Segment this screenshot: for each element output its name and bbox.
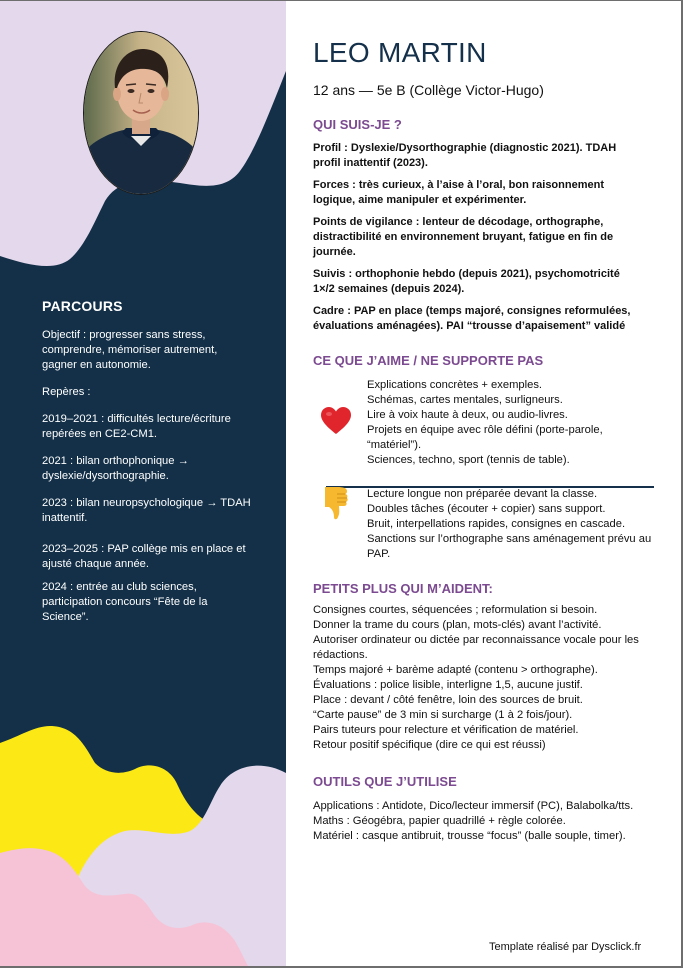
section-title-plus: PETITS PLUS QUI M’AIDENT:	[313, 581, 493, 596]
plus-item: Évaluations : police lisible, interligne 1,5, aucune justif.	[313, 679, 583, 691]
section-title-aime: CE QUE J’AIME / NE SUPPORTE PAS	[313, 353, 544, 368]
plus-item: Donner la trame du cours (plan, mots-clés) avant l’activité.	[313, 619, 602, 631]
like-item: Explications concrètes + exemples.	[367, 379, 543, 391]
plus-item: Pairs tuteurs pour relecture et vérification de matériel.	[313, 724, 579, 736]
outils-item: Maths : Géogébra, papier quadrillé + règle colorée.	[313, 815, 566, 827]
qui-item: Profil : Dyslexie/Dysorthographie (diagnostic 2021). TDAH profil inattentif (2023).	[313, 142, 617, 169]
dislike-item: Doubles tâches (écouter + copier) sans support.	[367, 503, 606, 515]
dislikes-list	[367, 487, 652, 562]
parcours-title: PARCOURS	[42, 298, 123, 314]
like-item: Schémas, cartes mentales, surligneurs.	[367, 394, 563, 406]
portrait-photo	[83, 31, 199, 195]
plus-item: Consignes courtes, séquencées ; reformulation si besoin.	[313, 604, 598, 616]
qui-section-body	[313, 141, 643, 341]
student-subtitle: 12 ans — 5e B (Collège Victor-Hugo)	[313, 82, 544, 98]
likes-list	[367, 378, 647, 468]
plus-item: Temps majoré + barème adapté (contenu > orthographe).	[313, 664, 598, 676]
outils-item: Matériel : casque antibruit, trousse “focus” (balle souple, timer).	[313, 830, 626, 842]
plus-list	[313, 603, 653, 753]
section-title-outils: OUTILS QUE J’UTILISE	[313, 774, 457, 789]
thumbs-down-icon	[323, 485, 349, 521]
dislike-item: Sanctions sur l’orthographe sans aménagement prévu au PAP.	[367, 533, 652, 560]
qui-item: Forces : très curieux, à l’aise à l’oral, bon raisonnement logique, aime manipuler et expérimenter.	[313, 179, 604, 206]
section-title-qui: QUI SUIS-JE ?	[313, 117, 402, 132]
heart-icon	[321, 407, 351, 435]
like-item: Lire à voix haute à deux, ou audio-livres.	[367, 409, 568, 421]
like-item: Projets en équipe avec rôle défini (porte-parole, “matériel”).	[367, 424, 603, 451]
plus-item: Autoriser ordinateur ou dictée par reconnaissance vocale pour les rédactions.	[313, 634, 639, 661]
repere-item: 2023 : bilan neuropsychologique → TDAH inattentif.	[42, 497, 251, 524]
dislike-item: Bruit, interpellations rapides, consignes en cascade.	[367, 518, 626, 530]
outils-list	[313, 799, 653, 844]
sidebar	[0, 1, 286, 966]
qui-item: Points de vigilance : lenteur de décodage, orthographe, distractibilité en environnement bruyant, fatigue en fin de journée.	[313, 216, 614, 258]
dislike-item: Lecture longue non préparée devant la classe.	[367, 488, 598, 500]
repere-item: 2024 : entrée au club sciences, participation concours “Fête de la Science”.	[42, 581, 208, 623]
plus-item: Place : devant / côté fenêtre, loin des sources de bruit.	[313, 694, 583, 706]
plus-item: “Carte pause” de 3 min si surcharge (1 à 2 fois/jour).	[313, 709, 573, 721]
parcours-section	[42, 299, 254, 635]
student-name: LEO MARTIN	[313, 37, 487, 68]
plus-item: Retour positif spécifique (dire ce qui est réussi)	[313, 739, 546, 751]
parcours-reperes-label: Repères :	[42, 386, 91, 398]
repere-item: 2023–2025 : PAP collège mis en place et ajusté chaque année.	[42, 543, 246, 570]
qui-item: Suivis : orthophonie hebdo (depuis 2021), psychomotricité 1×/2 semaines (depuis 2024).	[313, 268, 620, 295]
footer-credit: Template réalisé par Dysclick.fr	[489, 941, 642, 953]
like-item: Sciences, techno, sport (tennis de table).	[367, 454, 570, 466]
document-page	[0, 1, 681, 966]
repere-item: 2021 : bilan orthophonique → dyslexie/dysorthographie.	[42, 455, 189, 482]
parcours-objective: Objectif : progresser sans stress, comprendre, mémoriser autrement, gagner en autonomie.	[42, 329, 218, 371]
portrait-illustration	[84, 32, 198, 194]
repere-item: 2019–2021 : difficultés lecture/écriture repérées en CE2-CM1.	[42, 413, 231, 440]
qui-item: Cadre : PAP en place (temps majoré, consignes reformulées, évaluations aménagées). PAI “trousse d’apaisement” validé	[313, 305, 631, 332]
outils-item: Applications : Antidote, Dico/lecteur immersif (PC), Balabolka/tts.	[313, 800, 634, 812]
